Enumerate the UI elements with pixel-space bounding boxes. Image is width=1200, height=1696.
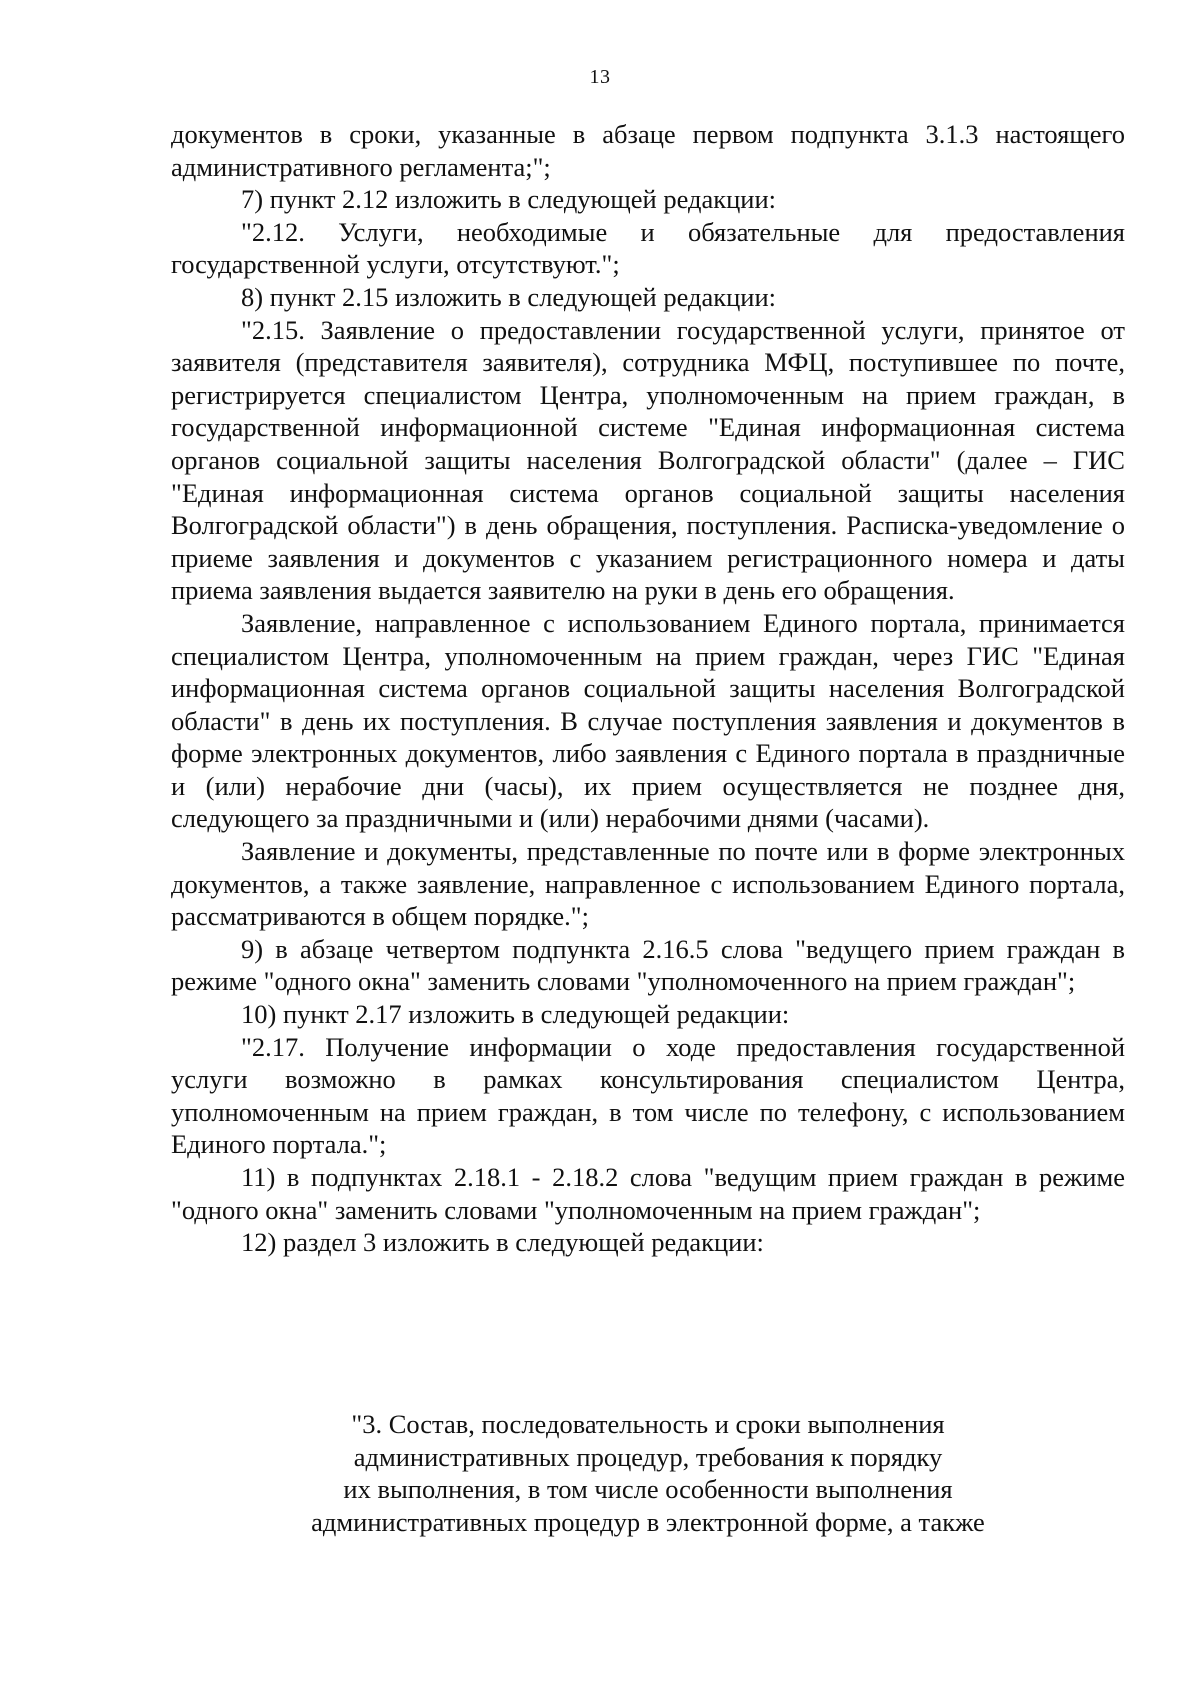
page-number: 13: [589, 66, 611, 88]
paragraph: документов в сроки, указанные в абзаце первом подпункта 3.1.3 настоящего административного регламента;";: [171, 119, 1125, 182]
paragraph: "2.15. Заявление о предоставлении государственной услуги, принятое от заявителя (представителя заявителя), сотрудника МФЦ, поступившее по почте, регистрируется специалистом Центра, уполномоченным на прием граждан, в государственной информационной системе "Единая информационная система органов социальной защиты населения Волгоградской области" (далее – ГИС "Единая информационная система органов социальной защиты населения Волгоградской области") в день обращения, поступления. Расписка-уведомление о приеме заявления и документов с указанием регистрационного номера и даты приема заявления выдается заявителю на руки в день его обращения.: [171, 314, 1125, 606]
paragraph: "2.12. Услуги, необходимые и обязательные для предоставления государственной услуги, отсутствуют.";: [171, 216, 1125, 280]
paragraph: 11) в подпунктах 2.18.1 - 2.18.2 слова "ведущим прием граждан в режиме "одного окна" заменить словами "уполномоченным на прием граждан";: [171, 1162, 1125, 1225]
paragraph: Заявление, направленное с использованием Единого портала, принимается специалистом Центра, уполномоченным на прием граждан, через ГИС "Единая информационная система органов социальной защиты населения Волгоградской области" в день их поступления. В случае поступления заявления и документов в форме электронных документов, либо заявления с Единого портала в праздничные и (или) нерабочие дни (часы), их прием осуществляется не позднее дня, следующего за праздничными и (или) нерабочими днями (часами).: [171, 607, 1125, 834]
heading-line: их выполнения, в том числе особенности выполнения: [343, 1474, 953, 1505]
paragraph: 7) пункт 2.12 изложить в следующей редакции:: [241, 184, 777, 215]
section-heading: [171, 1408, 1125, 1538]
paragraph: 12) раздел 3 изложить в следующей редакции:: [241, 1227, 764, 1258]
heading-line: административных процедур, требования к порядку: [353, 1441, 943, 1472]
heading-line: "3. Состав, последовательность и сроки выполнения: [351, 1409, 945, 1439]
body-text: [171, 118, 1125, 1259]
paragraph: Заявление и документы, представленные по почте или в форме электронных документов, а также заявление, направленное с использованием Единого портала, рассматриваются в общем порядке.";: [171, 836, 1125, 932]
paragraph: 8) пункт 2.15 изложить в следующей редакции:: [241, 281, 777, 312]
paragraph: 9) в абзаце четвертом подпункта 2.16.5 слова "ведущего прием граждан в режиме "одного окна" заменить словами "уполномоченного на прием граждан";: [171, 933, 1125, 997]
heading-line: административных процедур в электронной форме, а также: [311, 1506, 985, 1537]
paragraph: "2.17. Получение информации о ходе предоставления государственной услуги возможно в рамках консультирования специалистом Центра, уполномоченным на прием граждан, в том числе по телефону, с использованием Единого портала.";: [171, 1031, 1125, 1160]
paragraph: 10) пункт 2.17 изложить в следующей редакции:: [241, 999, 790, 1030]
